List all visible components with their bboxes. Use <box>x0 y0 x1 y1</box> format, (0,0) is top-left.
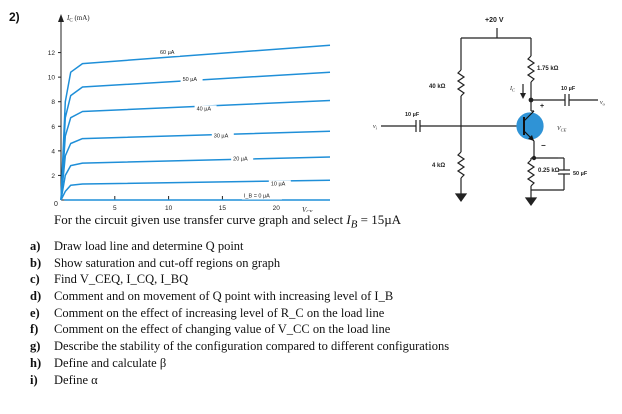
task-item <box>30 255 449 272</box>
task-letter: c) <box>30 272 40 287</box>
r1-label: 40 kΩ <box>429 84 446 90</box>
prompt-math-symbol: I <box>346 212 351 227</box>
task-list <box>30 238 449 388</box>
cin-label: 10 µF <box>405 112 420 118</box>
prompt-text: For the circuit given use transfer curve graph and select <box>54 212 347 227</box>
task-text: Describe the stability of the configuration compared to different configurations <box>54 339 450 354</box>
y-axis-label: $I_C$ (mA) <box>67 14 90 24</box>
ground-re <box>526 198 536 205</box>
vo-label: $v_o$ <box>600 100 605 107</box>
y-tick-label: 10 <box>47 74 55 82</box>
task-text: Comment on the effect of increasing level of R_C on the load line <box>54 305 385 320</box>
task-item <box>30 372 449 389</box>
curve-line <box>61 45 330 200</box>
prompt-math-sub: B <box>350 218 358 231</box>
curve-line <box>61 131 330 200</box>
rc-label: 1.75 kΩ <box>537 66 559 72</box>
vce-label: $V_{CE}$ <box>557 126 567 133</box>
task-letter: f) <box>30 322 39 337</box>
task-item <box>30 305 449 322</box>
task-text: Define and calculate β <box>54 355 167 370</box>
task-letter: a) <box>30 239 41 253</box>
curve-label: 60 µA <box>159 49 175 56</box>
vce-plus: + <box>540 103 545 110</box>
prompt-math <box>346 212 358 231</box>
ic-arrow-head <box>520 93 526 99</box>
cout-label: 10 µF <box>561 86 576 92</box>
re-resistor <box>528 160 534 186</box>
rc-resistor <box>528 56 534 82</box>
y-tick-label: 2 <box>51 172 55 180</box>
origin-label: 0 <box>54 201 58 208</box>
x-tick-label: 10 <box>164 205 173 212</box>
y-tick-label: 4 <box>51 148 55 156</box>
prompt-value: = 15µA <box>357 212 402 227</box>
curve-line <box>61 157 330 200</box>
y-tick-label: 8 <box>51 99 55 107</box>
curve-group <box>61 45 330 200</box>
task-letter: g) <box>30 339 41 354</box>
problem-statement <box>54 212 401 231</box>
task-text: Comment and on movement of Q point with increasing level of I_B <box>54 289 394 304</box>
vcc-label: +20 V <box>485 17 504 24</box>
task-item <box>30 321 449 338</box>
curve-label: 50 µA <box>182 76 198 83</box>
vce-minus: − <box>541 141 546 150</box>
curve-label: 40 µA <box>196 106 212 113</box>
curve-labels <box>158 49 291 200</box>
amplifier-circuit <box>373 17 606 205</box>
ic-label: $I_C$ <box>510 86 516 93</box>
ce-label: 50 µF <box>573 171 588 177</box>
ground-r2 <box>456 194 466 201</box>
curve-label: 20 µA <box>233 156 248 163</box>
task-text: Comment on the effect of changing value of V_CC on the load line <box>54 322 391 337</box>
y-ticks <box>48 50 61 180</box>
task-text: Define α <box>54 372 98 387</box>
curve-label: 30 µA <box>213 133 229 140</box>
task-letter: d) <box>30 289 42 304</box>
y-axis-arrow <box>58 14 64 22</box>
curve-label: I_B = 0 µA <box>243 193 270 200</box>
transistor-body <box>517 113 543 139</box>
x-tick-label: 5 <box>112 205 117 212</box>
task-text: Draw load line and determine Q point <box>54 239 244 253</box>
task-text: Show saturation and cut-off regions on graph <box>54 255 281 270</box>
task-item <box>30 355 449 372</box>
characteristic-curve-chart <box>48 14 330 212</box>
r1-resistor <box>458 70 464 96</box>
task-letter: h) <box>30 355 42 370</box>
task-item <box>30 271 449 288</box>
task-letter: i) <box>30 372 38 387</box>
x-tick-label: 15 <box>218 205 227 212</box>
r2-label: 4 kΩ <box>432 163 446 169</box>
y-tick-label: 12 <box>47 50 55 58</box>
re-label: 0.25 kΩ <box>538 168 560 174</box>
task-letter: b) <box>30 255 42 270</box>
task-item <box>30 338 449 355</box>
y-tick-label: 6 <box>51 123 55 131</box>
task-letter: e) <box>30 305 40 320</box>
curve-label: 10 µA <box>270 181 286 188</box>
task-item <box>30 288 449 305</box>
vi-label: $v_i$ <box>373 124 377 131</box>
task-text: Find V_CEQ, I_CQ, I_BQ <box>54 272 189 287</box>
task-item <box>30 238 449 255</box>
r2-resistor <box>458 152 464 178</box>
question-number: 2) <box>9 10 20 24</box>
x-tick-label: 20 <box>272 205 280 212</box>
x-axis-label: V <box>302 206 307 212</box>
